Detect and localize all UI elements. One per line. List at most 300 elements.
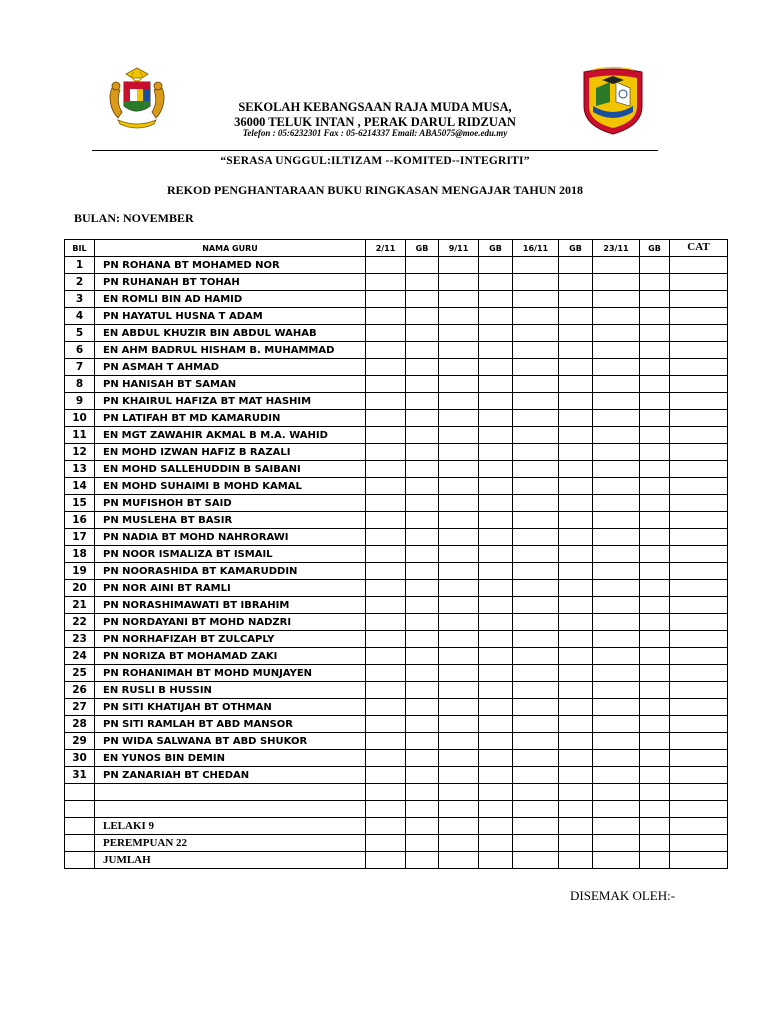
table-cell-empty [513,835,559,852]
table-cell-empty [559,852,593,869]
table-cell-empty [559,308,593,325]
teacher-name: EN MGT ZAWAHIR AKMAL B M.A. WAHID [95,427,366,444]
table-cell-empty [95,801,366,818]
table-cell-empty [593,784,640,801]
table-cell-empty [65,852,95,869]
table-cell-empty [366,665,406,682]
table-cell-empty [559,631,593,648]
table-cell-empty [559,359,593,376]
table-cell-empty [366,784,406,801]
table-cell-empty [366,614,406,631]
table-cell-empty [670,682,728,699]
table-cell-empty [559,495,593,512]
table-cell-empty [593,801,640,818]
table-cell-empty [439,478,479,495]
table-cell-empty [439,563,479,580]
table-cell-empty [479,376,513,393]
table-cell-empty [593,767,640,784]
table-cell-empty [640,274,670,291]
table-cell-empty [406,257,439,274]
table-cell-empty [406,597,439,614]
table-cell-empty [513,325,559,342]
column-header: 2/11 [366,240,406,257]
table-cell-empty [640,546,670,563]
teacher-name: PN NOOR ISMALIZA BT ISMAIL [95,546,366,563]
table-cell-empty [670,784,728,801]
teacher-name: EN AHM BADRUL HISHAM B. MUHAMMAD [95,342,366,359]
table-cell-empty [513,291,559,308]
table-cell-empty [640,835,670,852]
teacher-name: EN ROMLI BIN AD HAMID [95,291,366,308]
table-row [65,614,728,631]
table-cell-empty [593,529,640,546]
table-cell-empty [479,308,513,325]
table-row [65,359,728,376]
table-cell-empty [366,699,406,716]
table-cell-empty [593,631,640,648]
table-cell-empty [513,495,559,512]
teacher-name: PN LATIFAH BT MD KAMARUDIN [95,410,366,427]
table-cell-empty [366,818,406,835]
table-row [65,597,728,614]
teacher-name: PN HANISAH BT SAMAN [95,376,366,393]
table-cell-empty [439,699,479,716]
table-cell-empty [65,801,95,818]
table-cell-empty [439,393,479,410]
table-cell-empty [479,512,513,529]
table-cell-empty [513,665,559,682]
teacher-name: PN NADIA BT MOHD NAHRORAWI [95,529,366,546]
table-row [65,665,728,682]
table-cell-empty [513,580,559,597]
document-title: REKOD PENGHANTARAAN BUKU RINGKASAN MENGAJAR TAHUN 2018 [166,183,583,197]
row-number: 19 [65,563,95,580]
table-cell-empty [439,631,479,648]
table-cell-empty [559,665,593,682]
table-cell-empty [593,359,640,376]
column-header: BIL [65,240,95,257]
table-cell-empty [366,580,406,597]
teacher-name: EN MOHD SUHAIMI B MOHD KAMAL [95,478,366,495]
table-cell-empty [670,767,728,784]
table-cell-empty [593,393,640,410]
table-cell-empty [439,597,479,614]
row-number: 11 [65,427,95,444]
table-cell-empty [670,546,728,563]
teacher-name: PN HAYATUL HUSNA T ADAM [95,308,366,325]
row-number: 2 [65,274,95,291]
table-row [65,444,728,461]
table-cell-empty [559,784,593,801]
table-cell-empty [366,750,406,767]
table-cell-empty [439,308,479,325]
table-cell-empty [640,563,670,580]
table-cell-empty [640,818,670,835]
table-cell-empty [406,274,439,291]
teacher-name: EN RUSLI B HUSSIN [95,682,366,699]
row-number: 10 [65,410,95,427]
table-cell-empty [366,444,406,461]
table-cell-empty [640,427,670,444]
table-cell-empty [670,529,728,546]
table-cell-empty [593,325,640,342]
table-cell-empty [593,342,640,359]
table-row [65,257,728,274]
table-cell-empty [513,801,559,818]
row-number: 6 [65,342,95,359]
table-cell-empty [593,648,640,665]
teacher-name: PN ROHANA BT MOHAMED NOR [95,257,366,274]
table-cell-empty [439,444,479,461]
table-cell-empty [513,376,559,393]
row-number: 18 [65,546,95,563]
table-cell-empty [513,682,559,699]
table-cell-empty [593,291,640,308]
table-cell-empty [366,342,406,359]
school-address: 36000 TELUK INTAN , PERAK DARUL RIDZUAN [234,115,516,129]
table-cell-empty [406,750,439,767]
table-cell-empty [559,699,593,716]
table-cell-empty [406,512,439,529]
table-row [65,716,728,733]
table-row [65,308,728,325]
table-cell-empty [593,376,640,393]
table-cell-empty [406,478,439,495]
table-cell-empty [670,495,728,512]
table-cell-empty [479,665,513,682]
teacher-name: PN ZANARIAH BT CHEDAN [95,767,366,784]
table-cell-empty [559,563,593,580]
table-cell-empty [479,495,513,512]
table-row [65,342,728,359]
table-cell-empty [513,784,559,801]
table-cell-empty [593,274,640,291]
table-cell-empty [65,784,95,801]
table-cell-empty [670,291,728,308]
table-cell-empty [65,818,95,835]
table-cell-empty [640,750,670,767]
table-cell-empty [439,546,479,563]
table-cell-empty [513,631,559,648]
table-row [65,767,728,784]
table-cell-empty [640,410,670,427]
table-cell-empty [670,325,728,342]
table-cell-empty [406,631,439,648]
table-cell-empty [479,716,513,733]
table-cell-empty [640,682,670,699]
table-row [65,410,728,427]
table-cell-empty [559,529,593,546]
table-cell-empty [479,767,513,784]
table-cell-empty [439,342,479,359]
school-motto: “SERASA UNGGUL:ILTIZAM --KOMITED--INTEGRITI” [220,155,530,167]
school-crest-icon [580,66,646,136]
table-row [65,495,728,512]
column-header: GB [479,240,513,257]
table-cell-empty [593,699,640,716]
table-cell-empty [559,597,593,614]
table-cell-empty [366,478,406,495]
table-cell-empty [593,665,640,682]
table-cell-empty [640,495,670,512]
table-row [65,325,728,342]
table-cell-empty [366,359,406,376]
table-cell-empty [406,682,439,699]
table-cell-empty [593,733,640,750]
table-cell-empty [439,325,479,342]
table-cell-empty [559,342,593,359]
table-cell-empty [593,682,640,699]
table-cell-empty [479,342,513,359]
table-cell-empty [406,342,439,359]
table-row [65,529,728,546]
table-cell-empty [406,614,439,631]
table-cell-empty [593,257,640,274]
table-cell-empty [559,546,593,563]
table-cell-empty [559,274,593,291]
table-cell-empty [406,801,439,818]
school-contact: Telefon : 05:6232301 Fax : 05-6214337 Email: ABA5075@moe.edu.my [242,128,508,138]
table-cell-empty [513,342,559,359]
table-cell-empty [439,614,479,631]
table-cell-empty [670,444,728,461]
table-row [65,478,728,495]
table-cell-empty [479,546,513,563]
row-number: 28 [65,716,95,733]
table-cell-empty [559,325,593,342]
table-cell-empty [559,767,593,784]
table-cell-empty [366,767,406,784]
table-cell-empty [593,308,640,325]
table-cell-empty [406,410,439,427]
table-cell-empty [366,648,406,665]
table-cell-empty [366,308,406,325]
table-cell-empty [559,801,593,818]
row-number: 23 [65,631,95,648]
table-cell-empty [366,461,406,478]
table-cell-empty [513,563,559,580]
table-cell-empty [479,410,513,427]
column-header: GB [406,240,439,257]
row-number: 31 [65,767,95,784]
table-cell-empty [366,257,406,274]
table-cell-empty [670,835,728,852]
table-row [65,580,728,597]
row-number: 1 [65,257,95,274]
summary-row [65,852,728,869]
table-row [65,631,728,648]
table-cell-empty [559,478,593,495]
row-number: 27 [65,699,95,716]
table-cell-empty [670,478,728,495]
table-cell-empty [406,325,439,342]
table-cell-empty [640,852,670,869]
table-cell-empty [366,546,406,563]
column-header: GB [640,240,670,257]
table-cell-empty [439,376,479,393]
table-cell-empty [593,750,640,767]
table-cell-empty [559,682,593,699]
teacher-name: PN KHAIRUL HAFIZA BT MAT HASHIM [95,393,366,410]
table-cell-empty [406,733,439,750]
table-cell-empty [559,818,593,835]
table-cell-empty [479,597,513,614]
table-cell-empty [559,461,593,478]
table-cell-empty [366,427,406,444]
table-row [65,512,728,529]
header-divider [92,150,658,151]
table-cell-empty [366,835,406,852]
table-cell-empty [479,818,513,835]
table-cell-empty [406,818,439,835]
row-number: 7 [65,359,95,376]
table-cell-empty [593,580,640,597]
table-cell-empty [559,750,593,767]
table-cell-empty [366,529,406,546]
teacher-name: PN SITI KHATIJAH BT OTHMAN [95,699,366,716]
table-cell-empty [439,750,479,767]
table-cell-empty [406,359,439,376]
table-cell-empty [479,359,513,376]
table-cell-empty [439,733,479,750]
table-cell-empty [593,495,640,512]
table-cell-empty [439,529,479,546]
row-number: 4 [65,308,95,325]
table-cell-empty [479,461,513,478]
table-cell-empty [479,784,513,801]
table-cell-empty [670,631,728,648]
teacher-name: PN NOR AINI BT RAMLI [95,580,366,597]
table-cell-empty [640,648,670,665]
teacher-name: PN NOORASHIDA BT KAMARUDDIN [95,563,366,580]
table-cell-empty [513,512,559,529]
column-header: NAMA GURU [95,240,366,257]
table-cell-empty [366,512,406,529]
table-cell-empty [366,852,406,869]
table-row [65,461,728,478]
table-cell-empty [479,631,513,648]
table-cell-empty [513,427,559,444]
table-cell-empty [559,444,593,461]
table-cell-empty [640,597,670,614]
table-cell-empty [640,631,670,648]
table-cell-empty [439,801,479,818]
teacher-name: PN NORDAYANI BT MOHD NADZRI [95,614,366,631]
table-cell-empty [439,359,479,376]
table-cell-empty [406,852,439,869]
table-cell-empty [406,648,439,665]
table-cell-empty [559,427,593,444]
table-cell-empty [640,716,670,733]
table-cell-empty [640,393,670,410]
table-cell-empty [479,563,513,580]
row-number: 26 [65,682,95,699]
table-cell-empty [439,784,479,801]
table-cell-empty [593,410,640,427]
column-header: 16/11 [513,240,559,257]
table-cell-empty [406,563,439,580]
table-cell-empty [366,274,406,291]
table-cell-empty [559,410,593,427]
table-cell-empty [406,580,439,597]
submission-record-table [64,239,728,869]
summary-row [65,835,728,852]
row-number: 12 [65,444,95,461]
table-cell-empty [593,818,640,835]
table-cell-empty [479,682,513,699]
table-cell-empty [65,835,95,852]
table-cell-empty [406,716,439,733]
teacher-name: PN NORASHIMAWATI BT IBRAHIM [95,597,366,614]
table-row [65,682,728,699]
table-cell-empty [479,750,513,767]
table-cell-empty [593,427,640,444]
table-cell-empty [513,546,559,563]
table-row [65,546,728,563]
table-cell-empty [670,342,728,359]
table-cell-empty [670,665,728,682]
table-cell-empty [670,750,728,767]
table-cell-empty [366,631,406,648]
school-name: SEKOLAH KEBANGSAAN RAJA MUDA MUSA, [238,100,512,114]
table-cell-empty [640,257,670,274]
table-cell-empty [513,767,559,784]
table-cell-empty [670,274,728,291]
table-cell-empty [513,818,559,835]
table-cell-empty [406,699,439,716]
row-number: 20 [65,580,95,597]
table-cell-empty [439,291,479,308]
row-number: 14 [65,478,95,495]
teacher-name: PN SITI RAMLAH BT ABD MANSOR [95,716,366,733]
table-cell-empty [366,291,406,308]
summary-row [65,818,728,835]
table-cell-empty [559,716,593,733]
table-cell-empty [439,682,479,699]
table-cell-empty [670,852,728,869]
table-cell-empty [513,410,559,427]
checked-by-label: DISEMAK OLEH:- [570,888,676,903]
table-cell-empty [640,784,670,801]
table-cell-empty [366,801,406,818]
table-cell-empty [366,682,406,699]
table-cell-empty [439,818,479,835]
table-cell-empty [479,835,513,852]
table-cell-empty [439,767,479,784]
table-row [65,648,728,665]
table-cell-empty [670,563,728,580]
table-cell-empty [406,291,439,308]
table-cell-empty [479,733,513,750]
table-cell-empty [513,393,559,410]
table-cell-empty [479,478,513,495]
table-cell-empty [670,648,728,665]
row-number: 16 [65,512,95,529]
teacher-name: PN RUHANAH BT TOHAH [95,274,366,291]
teacher-name: PN WIDA SALWANA BT ABD SHUKOR [95,733,366,750]
table-cell-empty [439,274,479,291]
table-cell-empty [559,835,593,852]
row-number: 30 [65,750,95,767]
table-cell-empty [640,801,670,818]
table-cell-empty [479,614,513,631]
teacher-name: EN ABDUL KHUZIR BIN ABDUL WAHAB [95,325,366,342]
column-header: GB [559,240,593,257]
table-cell-empty [640,359,670,376]
table-cell-empty [559,512,593,529]
table-cell-empty [513,614,559,631]
table-row [65,291,728,308]
